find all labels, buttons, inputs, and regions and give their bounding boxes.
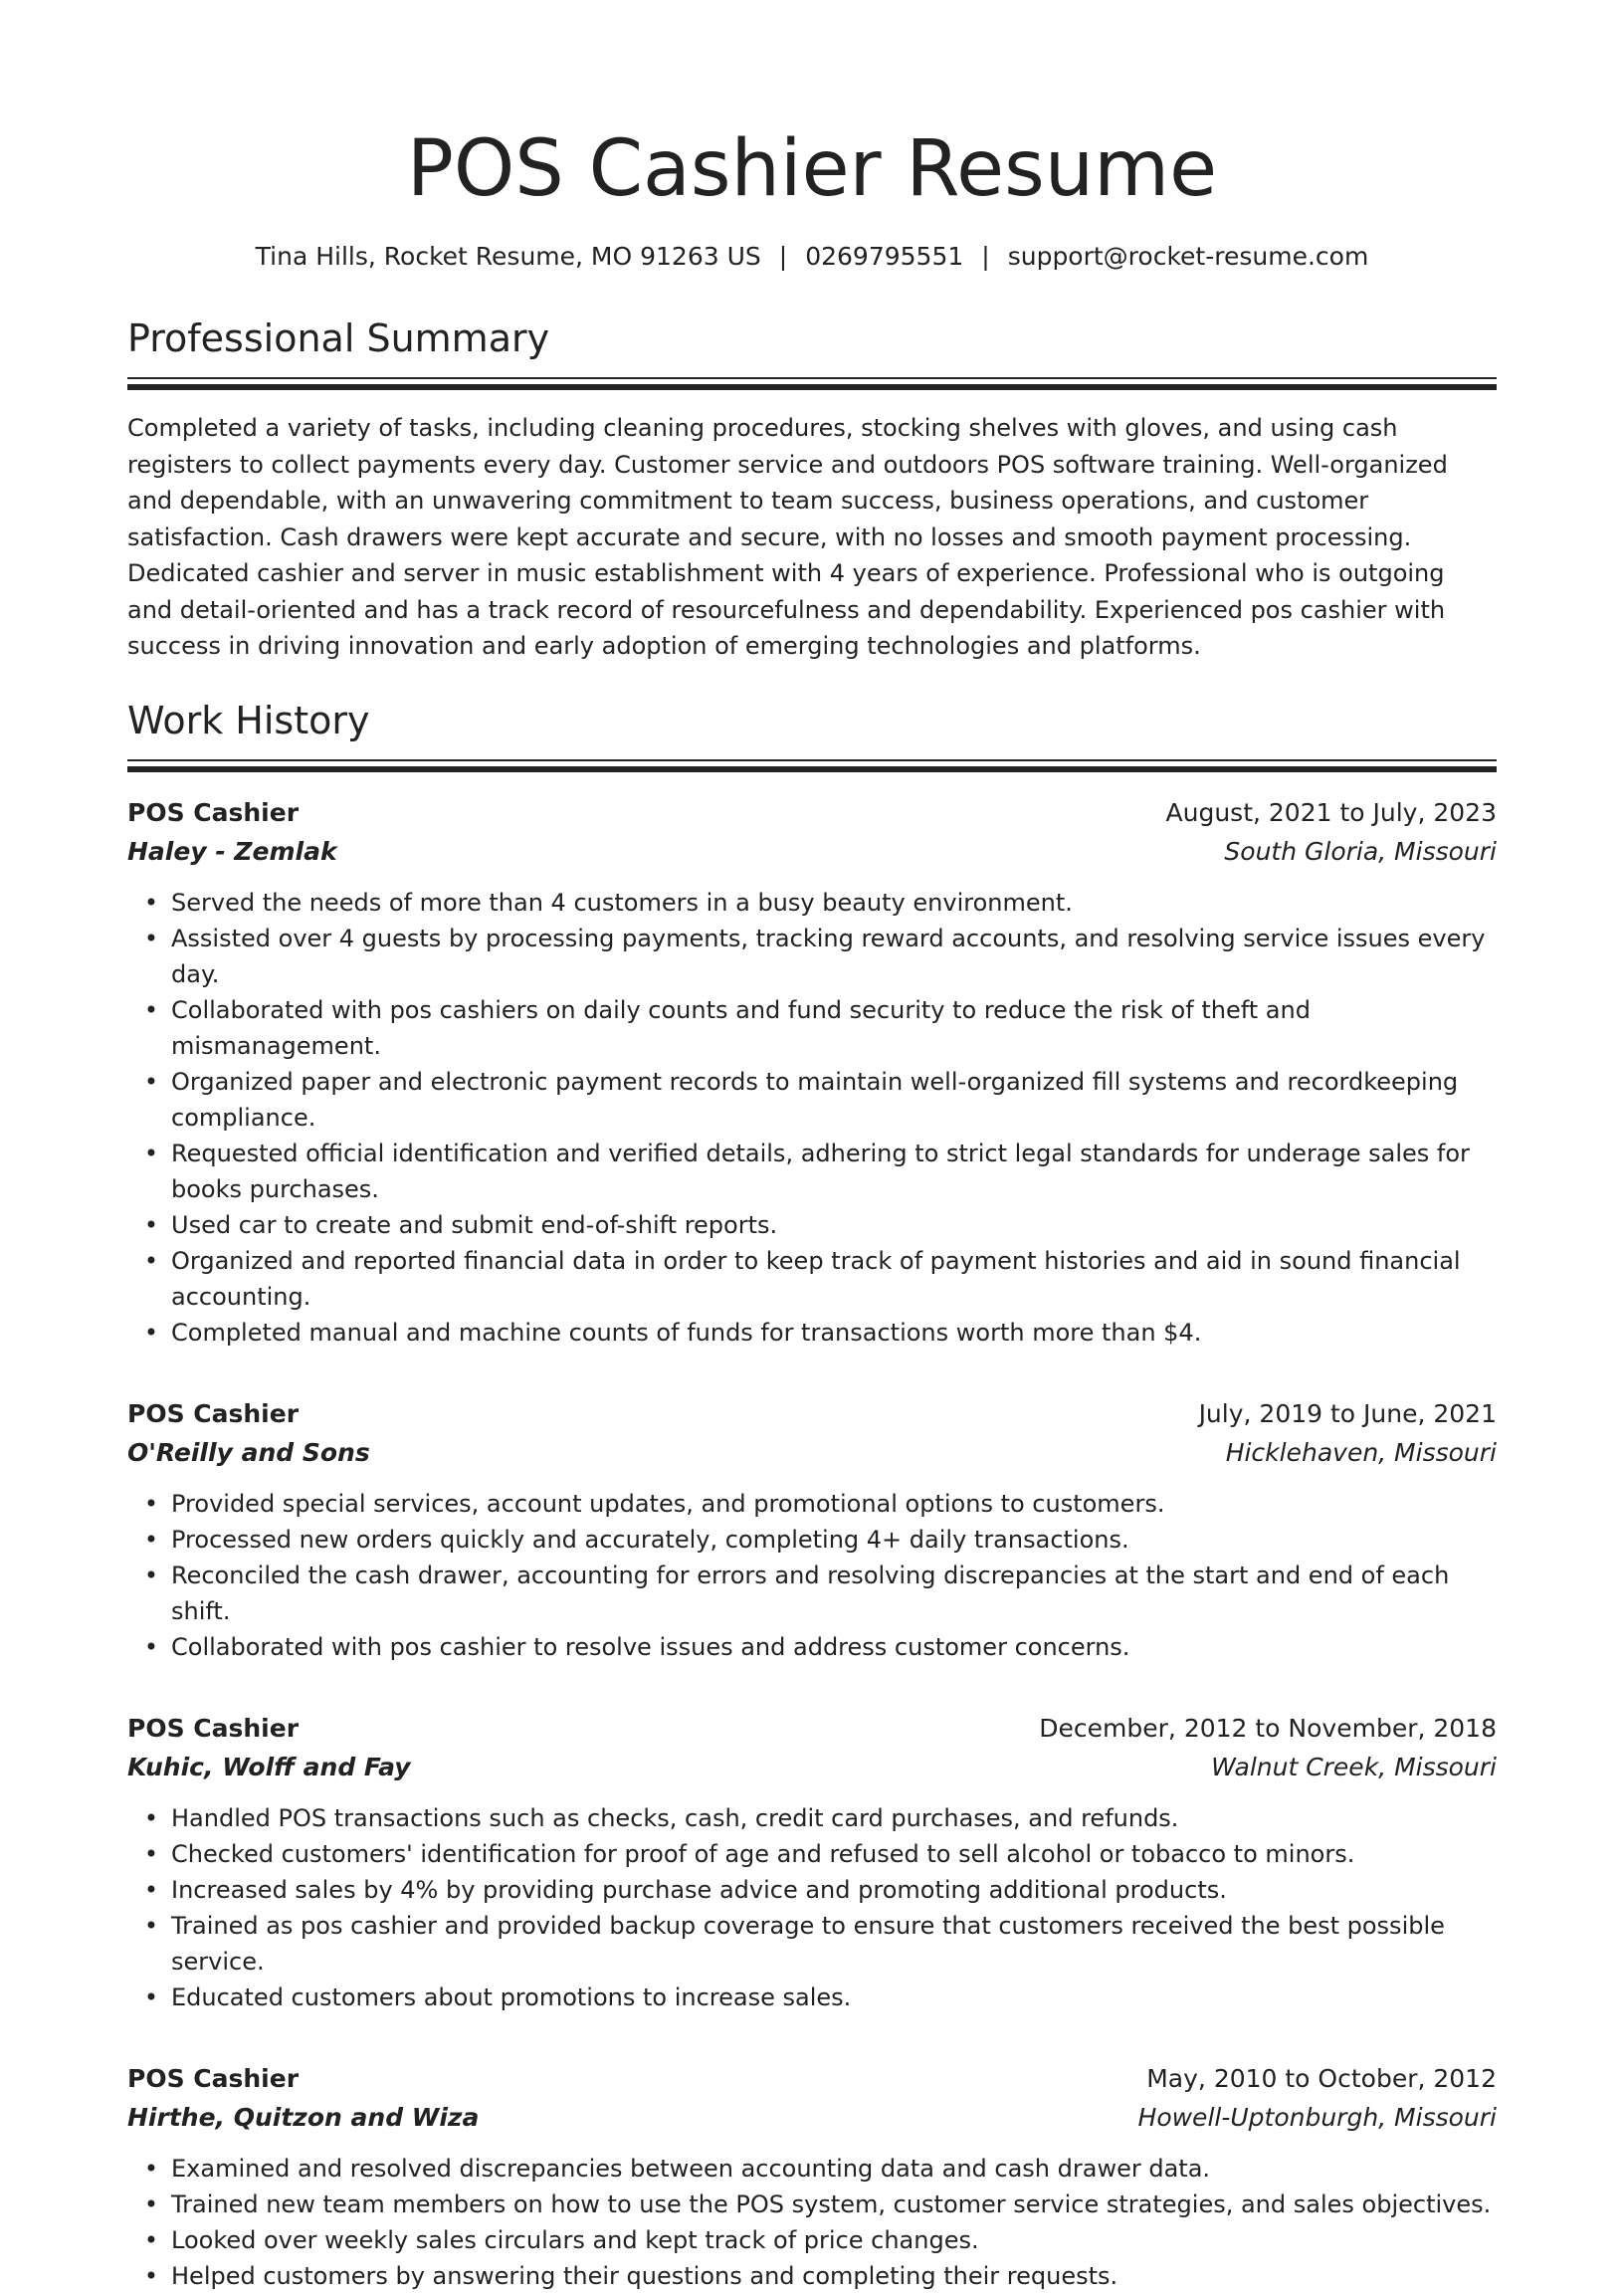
job-location: Hicklehaven, Missouri xyxy=(1225,1437,1497,1467)
duty-item xyxy=(143,1207,1497,1243)
job-duties-list xyxy=(127,2151,1497,2294)
duty-item xyxy=(143,1872,1497,1908)
job-duties-list xyxy=(127,1800,1497,2015)
bullet-icon: • xyxy=(143,995,159,1024)
job-company: Kuhic, Wolff and Fay xyxy=(127,1752,411,1781)
duty-item xyxy=(143,2187,1497,2222)
duty-item xyxy=(143,1315,1497,1351)
section-heading-work-history: Work History xyxy=(127,698,370,742)
job-dates: May, 2010 to October, 2012 xyxy=(1146,2063,1497,2093)
job-location: Howell-Uptonburgh, Missouri xyxy=(1137,2102,1497,2132)
job-dates: July, 2019 to June, 2021 xyxy=(1198,1398,1497,1428)
duty-item xyxy=(143,1980,1497,2015)
professional-summary-section xyxy=(127,315,1497,665)
job-duties-list xyxy=(127,885,1497,1351)
bullet-icon: • xyxy=(143,1911,159,1940)
bullet-icon: • xyxy=(143,1561,159,1589)
contact-phone: 0269795551 xyxy=(805,242,964,271)
job-company-row xyxy=(127,2101,1497,2135)
job-header-row xyxy=(127,2062,1497,2096)
duty-text: Collaborated with pos cashiers on daily counts and fund security to reduce the risk of theft and mismanagement. xyxy=(171,995,1311,1060)
duty-text: Helped customers by answering their questions and completing their requests. xyxy=(171,2261,1118,2290)
section-heading-summary: Professional Summary xyxy=(127,316,550,360)
job-title: POS Cashier xyxy=(127,797,300,827)
job-entry xyxy=(127,1397,1497,1665)
bullet-icon: • xyxy=(143,1875,159,1904)
duty-text: Assisted over 4 guests by processing payments, tracking reward accounts, and resolving service issues every day. xyxy=(171,924,1486,988)
duty-text: Checked customers' identification for proof of age and refused to sell alcohol or tobacco to minors. xyxy=(171,1839,1355,1868)
job-company: Hirthe, Quitzon and Wiza xyxy=(127,2102,480,2132)
job-title: POS Cashier xyxy=(127,2063,300,2093)
job-title: POS Cashier xyxy=(127,1398,300,1428)
bullet-icon: • xyxy=(143,888,159,917)
duty-item xyxy=(143,1064,1497,1136)
job-header-row xyxy=(127,796,1497,830)
bullet-icon: • xyxy=(143,1067,159,1096)
contact-separator: | xyxy=(778,242,788,271)
bullet-icon: • xyxy=(143,2225,159,2254)
job-company-row xyxy=(127,835,1497,869)
duty-item xyxy=(143,1629,1497,1665)
bullet-icon: • xyxy=(143,1803,159,1832)
bullet-icon: • xyxy=(143,1489,159,1518)
duty-text: Processed new orders quickly and accurately, completing 4+ daily transactions. xyxy=(171,1525,1129,1554)
section-divider-thin xyxy=(127,759,1497,761)
job-dates: December, 2012 to November, 2018 xyxy=(1039,1713,1497,1743)
job-title: POS Cashier xyxy=(127,1713,300,1743)
duty-item xyxy=(143,2222,1497,2258)
duty-text: Served the needs of more than 4 customers in a busy beauty environment. xyxy=(171,888,1073,917)
duty-text: Requested official identification and verified details, adhering to strict legal standards for underage sales for books purchases. xyxy=(171,1139,1470,1203)
job-entry xyxy=(127,2062,1497,2294)
duty-item xyxy=(143,992,1497,1064)
duty-item xyxy=(143,2151,1497,2187)
duty-item xyxy=(143,1136,1497,1207)
work-history-section xyxy=(127,698,1497,2294)
duty-text: Reconciled the cash drawer, accounting for errors and resolving discrepancies at the start and end of each shift. xyxy=(171,1561,1450,1625)
job-header-row xyxy=(127,1712,1497,1746)
duty-item xyxy=(143,2258,1497,2294)
duty-text: Collaborated with pos cashier to resolve issues and address customer concerns. xyxy=(171,1632,1130,1661)
job-list xyxy=(127,796,1497,2294)
duty-text: Looked over weekly sales circulars and kept track of price changes. xyxy=(171,2225,979,2254)
duty-text: Used car to create and submit end-of-shift reports. xyxy=(171,1210,778,1239)
bullet-icon: • xyxy=(143,924,159,952)
duty-item xyxy=(143,1558,1497,1629)
contact-email: support@rocket-resume.com xyxy=(1007,242,1369,271)
bullet-icon: • xyxy=(143,1525,159,1554)
job-dates: August, 2021 to July, 2023 xyxy=(1165,797,1497,827)
bullet-icon: • xyxy=(143,1318,159,1347)
bullet-icon: • xyxy=(143,2190,159,2218)
resume-page xyxy=(127,0,1497,2294)
duty-item xyxy=(143,1486,1497,1522)
duty-text: Organized and reported financial data in order to keep track of payment histories and aid in sound financial accounting. xyxy=(171,1246,1461,1311)
duty-text: Educated customers about promotions to increase sales. xyxy=(171,1982,852,2011)
job-company: O'Reilly and Sons xyxy=(127,1437,370,1467)
bullet-icon: • xyxy=(143,2261,159,2290)
resume-title: POS Cashier Resume xyxy=(406,124,1218,214)
job-duties-list xyxy=(127,1486,1497,1665)
duty-item xyxy=(143,1243,1497,1315)
contact-separator: | xyxy=(981,242,990,271)
job-header-row xyxy=(127,1397,1497,1431)
contact-address: Tina Hills, Rocket Resume, MO 91263 US xyxy=(255,242,761,271)
section-divider-thick xyxy=(127,766,1497,772)
bullet-icon: • xyxy=(143,1139,159,1167)
bullet-icon: • xyxy=(143,1839,159,1868)
job-location: Walnut Creek, Missouri xyxy=(1211,1752,1497,1781)
section-divider-thin xyxy=(127,377,1497,379)
duty-item xyxy=(143,921,1497,992)
duty-text: Trained as pos cashier and provided backup coverage to ensure that customers received the best possible service. xyxy=(171,1911,1445,1976)
duty-text: Organized paper and electronic payment records to maintain well-organized fill systems and recordkeeping compliance. xyxy=(171,1067,1459,1132)
duty-item xyxy=(143,1836,1497,1872)
bullet-icon: • xyxy=(143,1246,159,1275)
duty-item xyxy=(143,885,1497,921)
duty-item xyxy=(143,1522,1497,1558)
job-location: South Gloria, Missouri xyxy=(1224,836,1497,866)
bullet-icon: • xyxy=(143,1210,159,1239)
summary-paragraph: Completed a variety of tasks, including cleaning procedures, stocking shelves with gloves, and using cash registers to collect payments every day. Customer service and outdoors POS software training. Well-organized and dependable, with an unwavering commitment to team success, business operations, and customer satisfaction. Cash drawers were kept accurate and secure, with no losses and smooth payment processing. Dedicated cashier and server in music establishment with 4 years of experience. Professional who is outgoing and detail-oriented and has a track record of resourcefulness and dependability. Experienced pos cashier with success in driving innovation and early adoption of emerging technologies and platforms. xyxy=(127,414,1448,660)
section-divider-thick xyxy=(127,384,1497,390)
job-company-row xyxy=(127,1436,1497,1470)
duty-text: Increased sales by 4% by providing purchase advice and promoting additional products. xyxy=(171,1875,1227,1904)
bullet-icon: • xyxy=(143,1632,159,1661)
contact-line xyxy=(127,240,1497,274)
duty-text: Examined and resolved discrepancies between accounting data and cash drawer data. xyxy=(171,2154,1211,2183)
job-company: Haley - Zemlak xyxy=(127,836,337,866)
duty-text: Completed manual and machine counts of funds for transactions worth more than $4. xyxy=(171,1318,1202,1347)
duty-text: Trained new team members on how to use the POS system, customer service strategies, and sales objectives. xyxy=(171,2190,1492,2218)
bullet-icon: • xyxy=(143,1982,159,2011)
duty-item xyxy=(143,1800,1497,1836)
duty-text: Provided special services, account updates, and promotional options to customers. xyxy=(171,1489,1165,1518)
job-company-row xyxy=(127,1751,1497,1784)
job-entry xyxy=(127,796,1497,1351)
duty-text: Handled POS transactions such as checks, cash, credit card purchases, and refunds. xyxy=(171,1803,1179,1832)
bullet-icon: • xyxy=(143,2154,159,2183)
duty-item xyxy=(143,1908,1497,1980)
job-entry xyxy=(127,1712,1497,2015)
